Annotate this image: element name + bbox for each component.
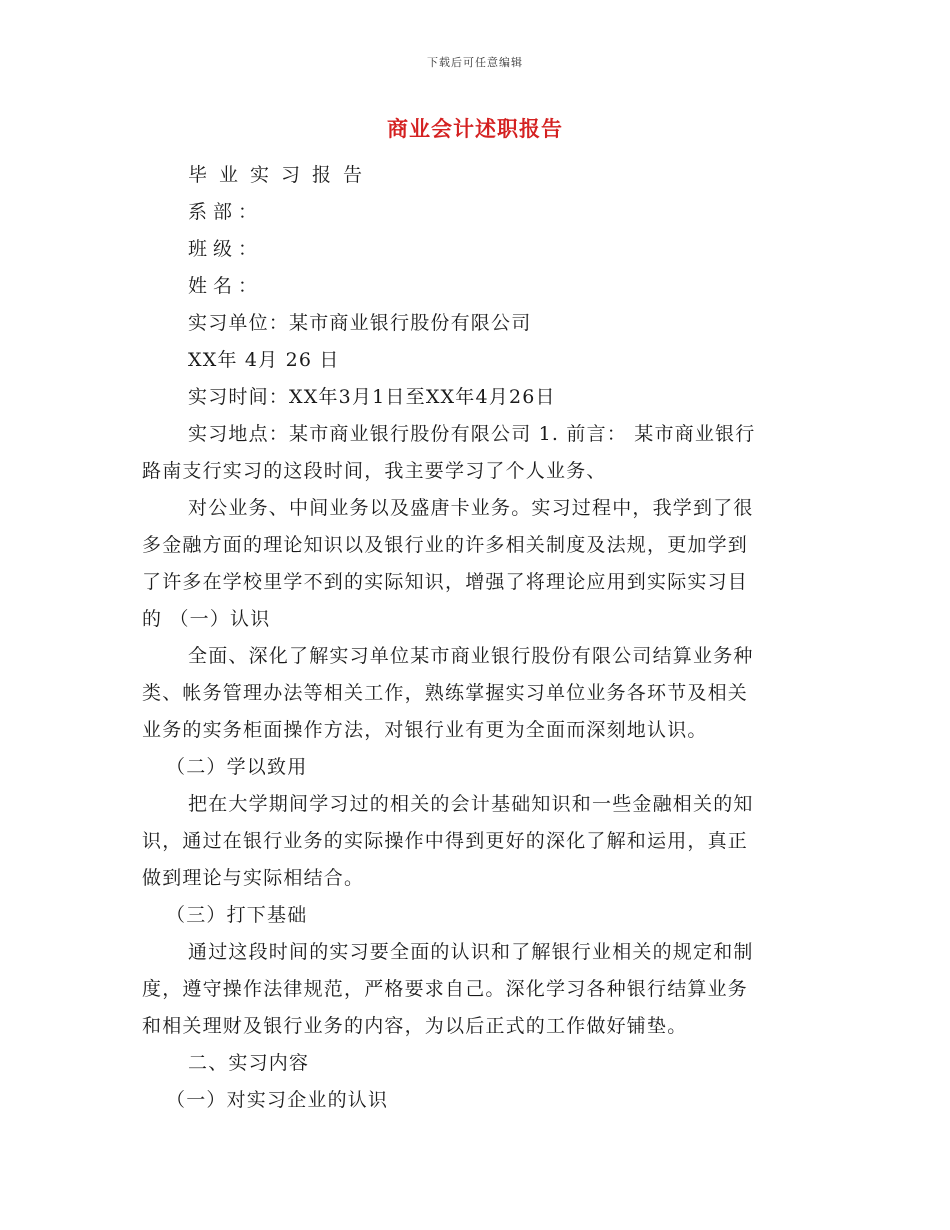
paragraph-line: 和相关理财及银行业务的内容，为以后正式的工作做好铺垫。	[142, 1015, 688, 1037]
paragraph-line: 路南支行实习的这段时间，我主要学习了个人业务、	[142, 460, 607, 482]
paragraph-line: 对公业务、中间业务以及盛唐卡业务。实习过程中，我学到了很	[188, 497, 754, 519]
paragraph-line: 多金融方面的理论知识以及银行业的许多相关制度及法规，更加学到	[142, 534, 749, 556]
section-heading: （一）对实习企业的认识	[166, 1089, 389, 1111]
name-field: 姓名：	[188, 275, 264, 297]
class-field: 班级：	[188, 238, 264, 260]
document-title: 商业会计述职报告	[387, 116, 563, 141]
paragraph-line: 的 （一）认识	[142, 608, 271, 630]
header-note: 下载后可任意编辑	[427, 56, 523, 69]
paragraph-line: 业务的实务柜面操作方法，对银行业有更为全面而深刻地认识。	[142, 719, 708, 741]
paragraph-line: 了许多在学校里学不到的实际知识，增强了将理论应用到实际实习目	[142, 571, 749, 593]
paragraph-line: 做到理论与实际相结合。	[142, 867, 365, 889]
internship-time: 实习时间：XX年3月1日至XX年4月26日	[188, 386, 556, 408]
department-field: 系部：	[188, 201, 264, 223]
section-heading: （二）学以致用	[166, 756, 308, 778]
section-heading: 二、实习内容	[188, 1052, 310, 1074]
internship-unit: 实习单位：某市商业银行股份有限公司	[188, 312, 532, 334]
paragraph-line: 类、帐务管理办法等相关工作，熟练掌握实习单位业务各环节及相关	[142, 682, 749, 704]
report-date: XX年 4月 26 日	[188, 349, 340, 371]
report-heading: 毕业实习报告	[188, 164, 375, 186]
paragraph-line: 通过这段时间的实习要全面的认识和了解银行业相关的规定和制	[188, 941, 754, 963]
document-body	[142, 157, 807, 1119]
paragraph-line: 全面、深化了解实习单位某市商业银行股份有限公司结算业务种	[188, 645, 754, 667]
paragraph-line: 把在大学期间学习过的相关的会计基础知识和一些金融相关的知	[188, 793, 754, 815]
paragraph-line: 实习地点：某市商业银行股份有限公司 1. 前言： 某市商业银行	[188, 423, 756, 445]
paragraph-line: 度，遵守操作法律规范，严格要求自己。深化学习各种银行结算业务	[142, 978, 749, 1000]
section-heading: （三）打下基础	[166, 904, 308, 926]
paragraph-line: 识，通过在银行业务的实际操作中得到更好的深化了解和运用，真正	[142, 830, 749, 852]
